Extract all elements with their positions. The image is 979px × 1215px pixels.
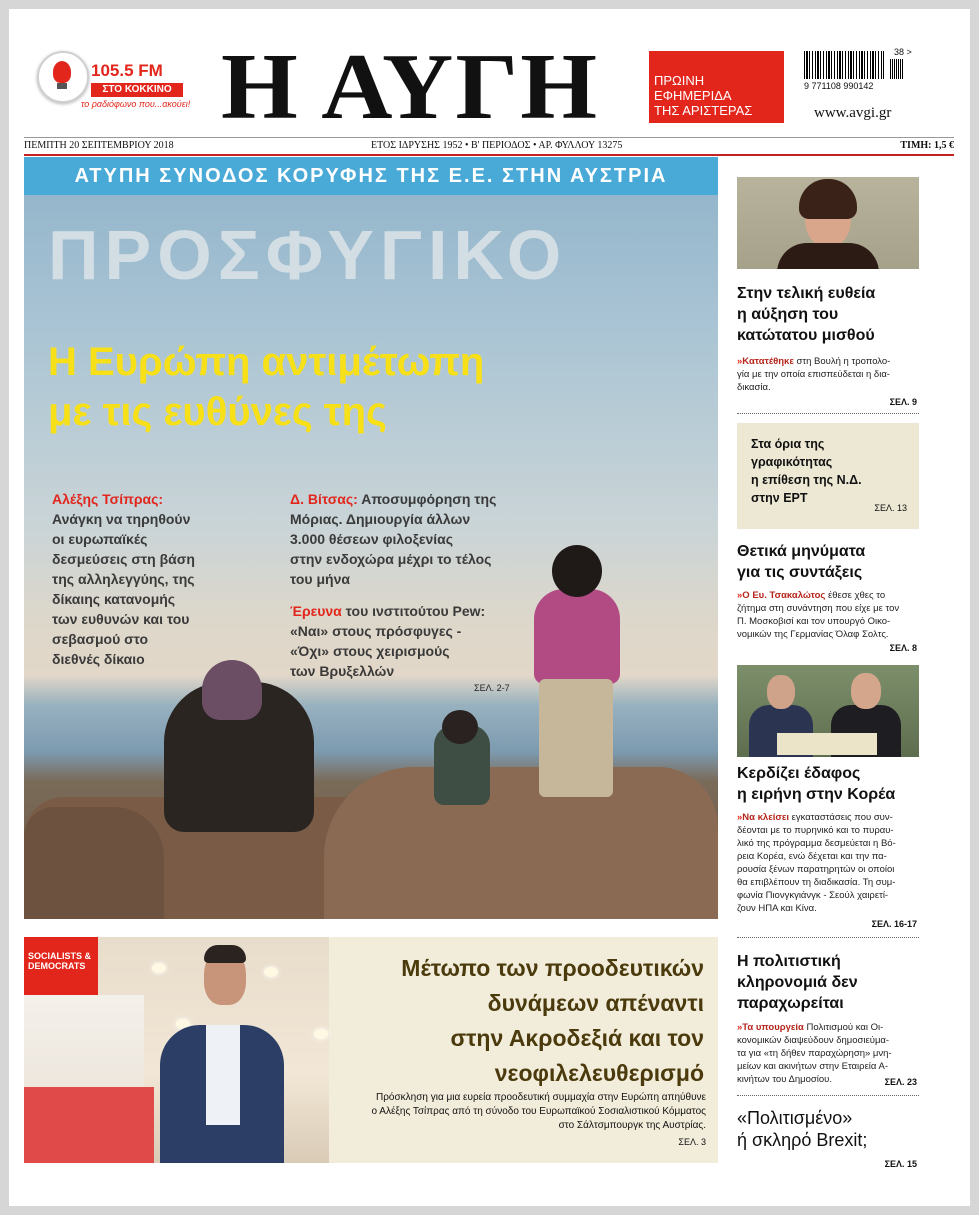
story-headline-pensions[interactable] xyxy=(737,541,922,583)
story-line: γία με την οποία επισπεύδεται η δια- xyxy=(737,369,890,380)
headline-line: για τις συντάξεις xyxy=(737,564,863,581)
subhead-line: δίκαιης κατανομής xyxy=(52,591,176,607)
subhead-survey xyxy=(290,601,560,681)
radio-frequency: 105.5 FM xyxy=(91,61,163,80)
radio-logo[interactable] xyxy=(37,47,197,121)
page-reference: ΣΕΛ. 3 xyxy=(678,1137,706,1147)
headline-line: Η πολιτιστική xyxy=(737,953,841,970)
headline-line: γραφικότητας xyxy=(751,455,833,469)
subhead-line: «Ναι» στους πρόσφυγες - xyxy=(290,623,462,639)
subhead-line: της αλληλεγγύης, της xyxy=(52,571,195,587)
subhead-line: 3.000 θέσεων φιλοξενίας xyxy=(290,531,454,547)
arrow-icon: » xyxy=(737,590,743,601)
story-box-ert[interactable] xyxy=(737,423,919,529)
story-line: δικασία. xyxy=(737,382,771,393)
subhead-line: «Όχι» στους χειρισμούς xyxy=(290,643,450,659)
person-figure xyxy=(204,945,246,963)
story-text-korea xyxy=(737,811,919,915)
headline-line: η ειρήνη στην Κορέα xyxy=(737,786,896,803)
subhead-line: του ινστιτούτου Pew: xyxy=(341,603,486,619)
tagline-line: ΕΦΗΜΕΡΙΔΑ xyxy=(654,88,732,103)
story-text-wage xyxy=(737,355,919,394)
issue-number: ΕΤΟΣ ΙΔΡΥΣΗΣ 1952 • Β' ΠΕΡΙΟΔΟΣ • ΑΡ. ΦΥΛΛΟΥ 13275 xyxy=(371,140,623,151)
headline-line: «Πολιτισμένο» xyxy=(737,1108,853,1128)
story-headline-korea[interactable] xyxy=(737,763,922,805)
subhead-line: διεθνές δίκαιο xyxy=(52,651,145,667)
korea-leaders-photo xyxy=(737,665,919,757)
headline-line: παραχωρείται xyxy=(737,995,844,1012)
subhead-vitsas xyxy=(290,489,560,589)
dek-line: ο Αλέξης Τσίπρας από τη σύνοδο του Ευρωπαϊκού Σοσιαλιστικού Κόμματος xyxy=(371,1106,706,1117)
story-line: Π. Μοσκοβισί και τον υπουργό Οικο- xyxy=(737,616,891,627)
story-line: ρουσία ξένων παρατηρητών οι οποίοι xyxy=(737,864,895,875)
divider xyxy=(737,413,919,414)
story-headline-brexit[interactable] xyxy=(737,1107,922,1151)
subhead-tsipras xyxy=(52,489,282,669)
ceiling-light-icon xyxy=(152,963,166,973)
story-line: στη Βουλή η τροπολο- xyxy=(793,356,891,367)
subhead-line: στην ενδοχώρα μέχρι το τέλος xyxy=(290,551,492,567)
page-reference: ΣΕΛ. 13 xyxy=(874,503,907,513)
socialists-banner xyxy=(24,937,98,995)
story-headline-wage[interactable] xyxy=(737,283,922,346)
dek-line: Πρόσκληση για μια ευρεία προοδευτική συμμαχία στην Ευρώπη απηύθυνε xyxy=(376,1092,706,1103)
page-reference: ΣΕΛ. 23 xyxy=(884,1077,917,1087)
bottom-story[interactable] xyxy=(24,937,718,1163)
rocks-image xyxy=(24,807,164,919)
arrow-icon: » xyxy=(737,1022,743,1033)
story-line: Πολιτισμού και Οι- xyxy=(803,1022,884,1033)
bottom-headline-line: νεοφιλελευθερισμό xyxy=(494,1060,704,1086)
arrow-icon: » xyxy=(737,812,743,823)
subhead-line: δεσμεύσεις στη βάση xyxy=(52,551,195,567)
headline-line: Στα όρια της xyxy=(751,437,825,451)
subhead-lead: Έρευνα xyxy=(290,603,342,619)
headline-line: Θετικά μηνύματα xyxy=(737,543,866,560)
bottom-headline-line: Μέτωπο των προοδευτικών xyxy=(401,955,704,981)
minister-photo xyxy=(737,177,919,269)
main-headline-line: Η Ευρώπη αντιμέτωπη xyxy=(48,340,485,384)
subhead-line: του μήνα xyxy=(290,571,350,587)
radio-tagline: το ραδιόφωνο που...ακούει! xyxy=(81,99,191,109)
bottom-headline-line: στην Ακροδεξιά και τον xyxy=(450,1025,704,1051)
website-link[interactable]: www.avgi.gr xyxy=(814,105,892,121)
divider xyxy=(737,937,919,938)
barcode-number: 9 771108 990142 xyxy=(804,81,874,91)
bottom-headline[interactable] xyxy=(304,951,704,1091)
headline-line: κληρονομιά δεν xyxy=(737,974,858,991)
child-figure xyxy=(539,679,613,797)
headline-line: η επίθεση της Ν.Δ. xyxy=(751,473,862,487)
headline-line: στην ΕΡΤ xyxy=(751,491,808,505)
story-headline-heritage[interactable] xyxy=(737,951,922,1014)
tagline-line: ΤΗΣ ΑΡΙΣΤΕΡΑΣ xyxy=(654,103,753,118)
story-line: κονομικών διαψεύδουν δημοσιεύμα- xyxy=(737,1035,890,1046)
story-line: ζουν ΗΠΑ και Κίνα. xyxy=(737,903,817,914)
person-figure xyxy=(206,1025,240,1125)
barcode-issue: 38 > xyxy=(894,47,912,57)
headline-line: Στην τελική ευθεία xyxy=(737,285,876,302)
page-reference: ΣΕΛ. 9 xyxy=(889,397,917,407)
story-line: ρεια Κορέα, ενώ δέχεται και την πα- xyxy=(737,851,887,862)
story-line: τα για «τη δήθεν παραχώρηση» μνη- xyxy=(737,1048,892,1059)
story-line: θα επιβλέπουν τη διαδικασία. Τη συμ- xyxy=(737,877,896,888)
subhead-line: Αποσυμφόρηση της xyxy=(361,491,497,507)
story-lead: Να κλείσει xyxy=(742,812,790,823)
arrow-icon: » xyxy=(737,356,743,367)
ceiling-light-icon xyxy=(264,967,278,977)
headline-line: η αύξηση του xyxy=(737,306,839,323)
story-lead: Κατατέθηκε xyxy=(742,356,794,367)
page-reference: ΣΕΛ. 8 xyxy=(889,643,917,653)
subhead-line: των Βρυξελλών xyxy=(290,663,395,679)
price: ΤΙΜΗ: 1,5 € xyxy=(900,140,954,151)
story-text-pensions xyxy=(737,589,919,641)
subhead-name: Αλέξης Τσίπρας: xyxy=(52,491,164,507)
main-kicker: ΠΡΟΣΦΥΓΙΚΟ xyxy=(48,216,568,294)
person-figure xyxy=(202,660,262,720)
lightbulb-icon xyxy=(37,51,89,103)
newspaper-front-page xyxy=(9,9,970,1206)
story-lead: Τα υπουργεία xyxy=(742,1022,804,1033)
page-reference: ΣΕΛ. 2-7 xyxy=(474,683,510,693)
main-headline[interactable] xyxy=(48,337,698,437)
story-line: λικό της πρόγραμμα δεσμεύεται η Βό- xyxy=(737,838,896,849)
story-line: κινήτων του Δημοσίου. xyxy=(737,1074,833,1085)
barcode-addon-icon xyxy=(890,59,904,79)
headline-line: Κερδίζει έδαφος xyxy=(737,765,861,782)
child-figure xyxy=(442,710,478,744)
headline-line: κατώτατου μισθού xyxy=(737,327,875,344)
story-line: εγκαταστάσεις που συν- xyxy=(789,812,893,823)
subhead-line: των ευθυνών και του xyxy=(52,611,190,627)
barcode xyxy=(804,47,916,95)
issue-date: ΠΕΜΠΤΗ 20 ΣΕΠΤΕΜΒΡΙΟΥ 2018 xyxy=(24,140,174,151)
main-story[interactable] xyxy=(24,157,718,919)
story-line: έθεσε χθες το xyxy=(825,590,886,601)
divider xyxy=(737,1095,919,1096)
story-line: νομικών της Γερμανίας Όλαφ Σολτς. xyxy=(737,629,889,640)
subhead-line: Μόριας. Δημιουργία άλλων xyxy=(290,511,471,527)
headline-line: ή σκληρό Brexit; xyxy=(737,1130,868,1150)
page-reference: ΣΕΛ. 15 xyxy=(884,1159,917,1169)
sidebar xyxy=(737,175,917,1195)
subhead-line: Ανάγκη να τηρηθούν xyxy=(52,511,191,527)
bottom-headline-line: δυνάμεων απέναντι xyxy=(487,990,704,1016)
newspaper-title: Η ΑΥΓΗ xyxy=(221,35,600,139)
dek-line: στο Σάλτσμπουργκ της Αυστρίας. xyxy=(558,1120,706,1131)
tagline-line: ΠΡΩΙΝΗ xyxy=(654,73,705,88)
barcode-icon xyxy=(804,51,884,79)
tsipras-photo xyxy=(24,937,329,1163)
subhead-line: οι ευρωπαϊκές xyxy=(52,531,148,547)
dateline xyxy=(24,137,954,156)
radio-name: ΣΤΟ ΚΟΚΚΙΝΟ xyxy=(91,83,183,97)
banner-line: DEMOCRATS xyxy=(28,961,86,971)
story-line: φωνία Πιονγκγιάνγκ - Σεούλ χαιρετί- xyxy=(737,890,889,901)
section-strip: ΑΤΥΠΗ ΣΥΝΟΔΟΣ ΚΟΡΥΦΗΣ ΤΗΣ Ε.Ε. ΣΤΗΝ ΑΥΣΤΡΙΑ xyxy=(24,157,718,195)
story-line: δέονται με το πυρηνικό και το πυραυ- xyxy=(737,825,894,836)
bottom-dek xyxy=(286,1091,706,1133)
story-headline-ert xyxy=(751,435,862,507)
subhead-line: σεβασμού στο xyxy=(52,631,149,647)
main-headline-line: με τις ευθύνες της xyxy=(48,390,387,434)
story-lead: Ο Ευ. Τσακαλώτος xyxy=(742,590,826,601)
story-line: μείων και ακινήτων στην Εταιρεία Α- xyxy=(737,1061,889,1072)
tagline-box xyxy=(649,51,784,123)
rocks-image xyxy=(324,767,718,919)
subhead-name: Δ. Βίτσας: xyxy=(290,491,358,507)
banner-line: SOCIALISTS & xyxy=(28,951,92,961)
stage-panel xyxy=(24,1087,154,1163)
page-reference: ΣΕΛ. 16-17 xyxy=(871,919,917,929)
story-line: ζήτημα στη συνάντηση που είχε με τον xyxy=(737,603,900,614)
